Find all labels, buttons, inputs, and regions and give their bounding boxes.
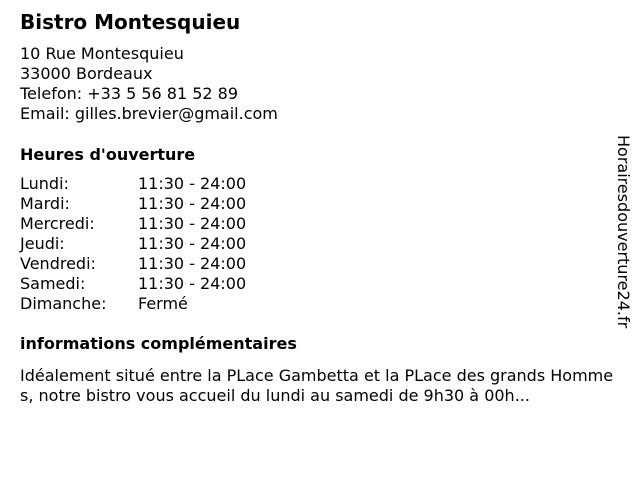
day-label: Samedi:	[20, 274, 86, 293]
additional-info-text: Idéalement situé entre la PLace Gambetta et la PLace des grands Hommes, notre bistro vous accueil du lundi au samedi de 9h30 à 00h...	[20, 366, 614, 405]
day-label: Lundi:	[20, 174, 69, 193]
hours-row-friday	[20, 254, 246, 274]
hours-row-wednesday	[20, 214, 246, 234]
day-time: 11:30 - 24:00	[138, 194, 247, 213]
address-street: 10 Rue Montesquieu	[20, 44, 184, 63]
hours-row-tuesday	[20, 194, 246, 214]
day-label: Mardi:	[20, 194, 70, 213]
email-address: Email: gilles.brevier@gmail.com	[20, 104, 278, 123]
day-time: 11:30 - 24:00	[138, 254, 247, 273]
hours-row-thursday	[20, 234, 246, 254]
contact-info	[20, 44, 278, 124]
day-label: Mercredi:	[20, 214, 95, 233]
day-time: 11:30 - 24:00	[138, 234, 247, 253]
day-time: Fermé	[138, 294, 188, 313]
hours-row-saturday	[20, 274, 246, 294]
day-time: 11:30 - 24:00	[138, 274, 247, 293]
phone-number: Telefon: +33 5 56 81 52 89	[20, 84, 239, 103]
opening-hours-table	[20, 174, 246, 314]
address-city: 33000 Bordeaux	[20, 64, 153, 83]
business-name: Bistro Montesquieu	[20, 10, 241, 34]
hours-row-monday	[20, 174, 246, 194]
day-label: Vendredi:	[20, 254, 96, 273]
site-watermark: Horairesdouverture24.fr	[614, 135, 633, 329]
day-label: Dimanche:	[20, 294, 107, 313]
day-label: Jeudi:	[20, 234, 65, 253]
hours-row-sunday	[20, 294, 246, 314]
day-time: 11:30 - 24:00	[138, 214, 247, 233]
additional-info-heading: informations complémentaires	[20, 334, 297, 353]
day-time: 11:30 - 24:00	[138, 174, 247, 193]
opening-hours-heading: Heures d'ouverture	[20, 145, 196, 164]
